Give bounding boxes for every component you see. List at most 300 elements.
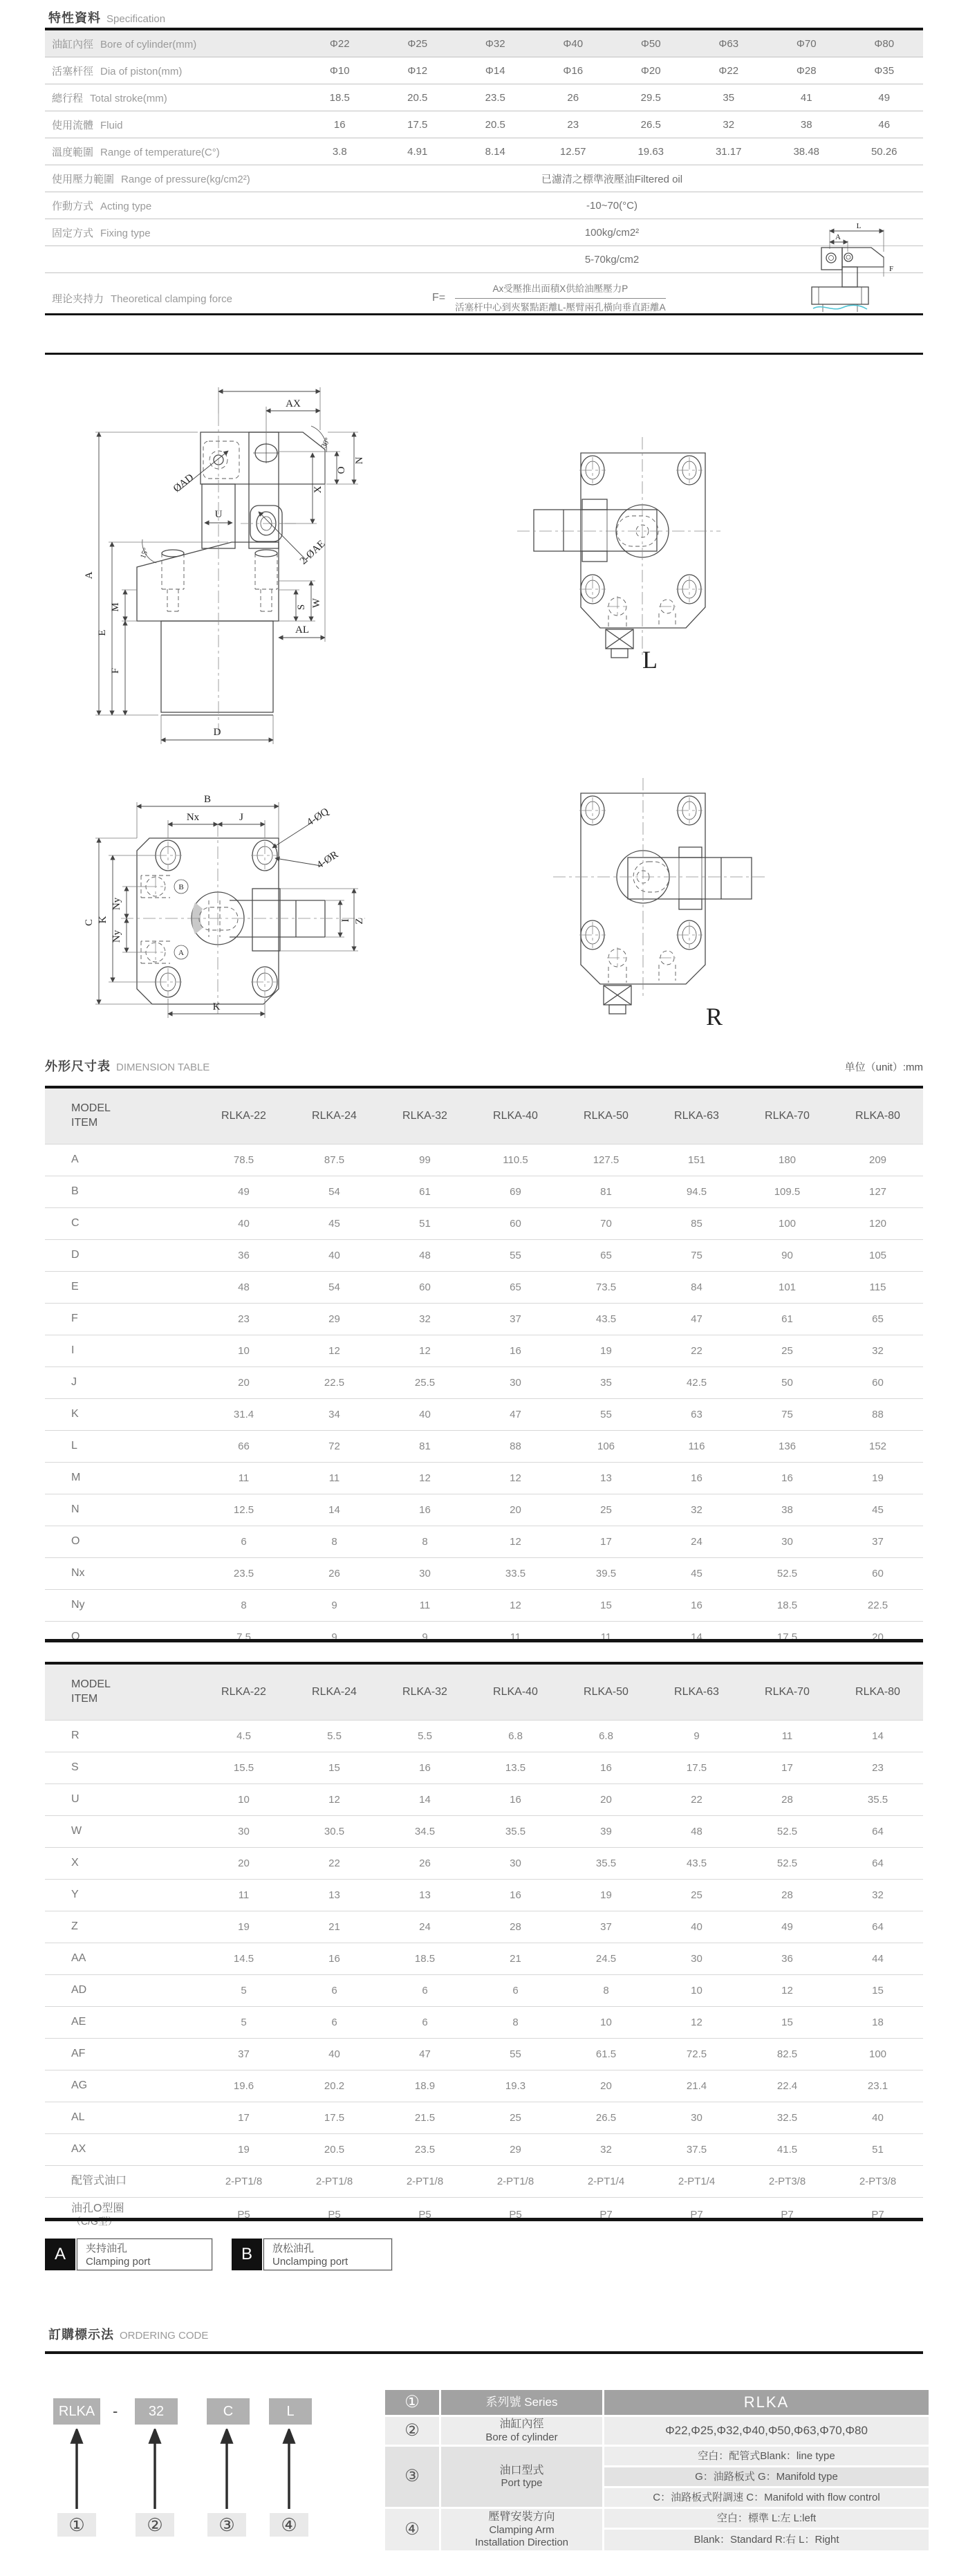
spec-value: Φ50 — [640, 37, 661, 50]
dim-value-cell: 30 — [510, 1377, 521, 1389]
model-column-header: RLKA-63 — [674, 1110, 719, 1122]
dim-value-cell: 78.5 — [233, 1154, 254, 1166]
dim-value-cell: P5 — [328, 2209, 341, 2221]
dim-value-cell: 17.5 — [686, 1762, 707, 1774]
ordering-row1-label: 系列號 Series — [441, 2390, 602, 2415]
dim-item-label: S — [71, 1761, 79, 1774]
spec-title-zh: 特性資料 — [48, 11, 101, 25]
spec-row-label: 理论夹持力 Theoretical clamping force — [52, 293, 232, 305]
dim-value-cell: 6 — [512, 1985, 519, 1996]
dim-table-row — [45, 2102, 923, 2133]
clamping-force-inset-drawing — [802, 221, 930, 317]
dim-value-cell: 52.5 — [776, 1826, 798, 1837]
spec-row — [45, 246, 923, 273]
dim-item-label: 配管式油口 — [71, 2175, 127, 2187]
spec-row-label — [45, 253, 301, 266]
dim-value-cell: 94.5 — [686, 1186, 707, 1198]
dim-table-row — [45, 1943, 923, 1974]
dim-value-cell: 8 — [603, 1985, 609, 1996]
dim-value-cell: 82.5 — [776, 2048, 798, 2060]
legend-A-zh: 夹持油孔 — [86, 2243, 128, 2254]
code-part-direction: L — [269, 2398, 312, 2425]
dim-value-cell: 40 — [328, 2048, 340, 2060]
spec-value: Φ25 — [407, 37, 428, 50]
dim-value-cell: 61.5 — [595, 2048, 617, 2060]
view-label-R: R — [705, 1003, 723, 1030]
dim-value-cell: 20 — [238, 1857, 250, 1869]
clamping-force-formula: F= $\frac{\text{Ax受壓推出面積X供給油壓壓力P}}{\text{活塞杆中心到夾緊點距離L-壓臂兩孔橫向垂直距離A}}$ — [432, 273, 666, 323]
dim-value-cell: 21 — [328, 1921, 340, 1933]
dim-W: W — [311, 597, 322, 609]
ordering-section-title — [48, 2325, 208, 2343]
dim-value-cell: 60 — [419, 1281, 431, 1293]
dim-value-cell: 151 — [687, 1154, 706, 1166]
dim-value-cell: 8 — [512, 2017, 519, 2028]
dim-value-cell: 16 — [691, 1472, 702, 1484]
model-item-header: MODEL ITEM — [71, 1678, 111, 1705]
dim-value-cell: 22 — [691, 1794, 702, 1806]
dim-table-row — [45, 1366, 923, 1398]
dim-value-cell: 45 — [872, 1504, 884, 1516]
spec-title-en: Specification — [106, 13, 166, 25]
dim-title-en: DIMENSION TABLE — [116, 1062, 210, 1073]
dim-value-cell: 9 — [331, 1600, 337, 1611]
dim-value-cell: 11 — [781, 1730, 793, 1742]
dim-item-label: AD — [71, 1984, 87, 1996]
dim-value-cell: 30 — [510, 1857, 521, 1869]
dim-value-cell: 16 — [419, 1504, 431, 1516]
inset-dim-A: A — [835, 233, 841, 241]
dim-table-row — [45, 1430, 923, 1462]
dim-value-cell: 13.5 — [505, 1762, 526, 1774]
dim-value-cell: 64 — [872, 1921, 884, 1933]
dim-value-cell: 6.8 — [508, 1730, 523, 1742]
dim-value-cell: 23.5 — [414, 2144, 436, 2156]
dim-value-cell: 47 — [510, 1409, 521, 1420]
dimension-table-2 — [45, 1662, 923, 2232]
dim-value-cell: 36 — [781, 1953, 793, 1965]
dim-value-cell: 9 — [331, 1631, 337, 1643]
dim-value-cell: 18.9 — [414, 2080, 436, 2092]
dim-Nx: Nx — [186, 812, 200, 823]
dim-value-cell: 35.5 — [867, 1794, 888, 1806]
dim-table-row — [45, 1398, 923, 1430]
bottom-view-drawing — [84, 794, 365, 1018]
spec-value: Φ40 — [563, 37, 584, 50]
dim-15deg: 15° — [138, 546, 151, 560]
ordering-arrows — [52, 2429, 328, 2510]
dim-value-cell: 20 — [872, 1631, 884, 1643]
dim-value-cell: 20.5 — [324, 2144, 345, 2156]
model-column-header: RLKA-70 — [765, 1686, 810, 1698]
ordering-row2-label: 油缸內徑 Bore of cylinder — [441, 2417, 602, 2445]
legend-B-zh: 放松油孔 — [272, 2243, 315, 2254]
ordering-direction-option-left: 空白：標準 L:左 L:left — [604, 2509, 929, 2528]
dim-value-cell: 11 — [238, 1889, 250, 1901]
dim-value-cell: 49 — [781, 1921, 793, 1933]
ordering-row2-num: ② — [385, 2417, 439, 2445]
dim-table-row — [45, 1911, 923, 1943]
port-A-mark: A — [178, 949, 184, 957]
dim-value-cell: 16 — [510, 1794, 521, 1806]
table1-bottom-rule — [45, 1639, 923, 1642]
dim-value-cell: 44 — [872, 1953, 884, 1965]
dim-value-cell: 25 — [781, 1345, 793, 1357]
dim-value-cell: 12 — [691, 2017, 702, 2028]
dim-value-cell: 34.5 — [414, 1826, 436, 1837]
dim-value-cell: 32 — [872, 1889, 884, 1901]
spec-value: 8.14 — [485, 145, 505, 158]
dim-value-cell: 10 — [238, 1345, 250, 1357]
dim-value-cell: 75 — [691, 1250, 702, 1261]
dim-value-cell: 120 — [868, 1218, 887, 1230]
dim-value-cell: 54 — [328, 1186, 340, 1198]
dim-table-row — [45, 1752, 923, 1783]
dim-table-row — [45, 1526, 923, 1557]
spec-row-label: 作動方式 Acting type — [52, 200, 152, 212]
dim-value-cell: 17 — [600, 1536, 612, 1548]
spec-value: 41 — [800, 91, 812, 104]
dim-value-cell: 14 — [872, 1730, 884, 1742]
spec-value: 23.5 — [485, 91, 505, 104]
dim-value-cell: 20 — [238, 1377, 250, 1389]
spec-row — [45, 165, 923, 192]
dim-value-cell: 5 — [241, 2017, 247, 2028]
dim-value-cell: 8 — [331, 1536, 337, 1548]
dim-value-cell: 25 — [510, 2112, 521, 2124]
dim-value-cell: 20 — [600, 1794, 612, 1806]
dim-value-cell: 7.5 — [236, 1631, 251, 1643]
dim-I: I — [340, 918, 351, 923]
dim-value-cell: 209 — [868, 1154, 887, 1166]
spec-value: Φ16 — [563, 64, 584, 77]
spec-row — [45, 57, 923, 84]
ordering-title-zh: 訂購標示法 — [48, 2328, 114, 2342]
port-B-mark: B — [178, 883, 184, 891]
bolt-holes-bottom — [154, 840, 279, 997]
dim-A: A — [84, 571, 95, 580]
dim-value-cell: 72.5 — [686, 2048, 707, 2060]
dim-value-cell: 48 — [419, 1250, 431, 1261]
ordering-row4-label: 壓臂安裝方向 Clamping Arm Installation Direction — [441, 2509, 602, 2550]
dim-value-cell: 84 — [691, 1281, 702, 1293]
dim-table-row — [45, 1974, 923, 2006]
dim-value-cell: 52.5 — [776, 1857, 798, 1869]
ordering-direction-option-right: Blank：Standard R:右 L：Right — [604, 2530, 929, 2550]
dim-value-cell: 65 — [600, 1250, 612, 1261]
dim-value-cell: 14 — [328, 1504, 340, 1516]
dim-value-cell: 30 — [781, 1536, 793, 1548]
dim-value-cell: 19 — [872, 1472, 884, 1484]
dim-value-cell: 25.5 — [414, 1377, 436, 1389]
spec-value: Φ14 — [485, 64, 505, 77]
dim-value-cell: 105 — [868, 1250, 887, 1261]
dim-item-label: Z — [71, 1920, 78, 1933]
dim-value-cell: 48 — [238, 1281, 250, 1293]
dim-value-cell: 61 — [781, 1313, 793, 1325]
dim-table-row — [45, 1847, 923, 1879]
dim-value-cell: 100 — [778, 1218, 797, 1230]
dim-value-cell: 15 — [600, 1600, 612, 1611]
dim-item-label: U — [71, 1793, 80, 1806]
dim-value-cell: 16 — [419, 1762, 431, 1774]
dim-value-cell: 21.4 — [686, 2080, 707, 2092]
dim-table-row — [45, 1783, 923, 1815]
dim-value-cell: 5 — [241, 1985, 247, 1996]
model-column-header: RLKA-70 — [765, 1110, 810, 1122]
dim-value-cell: 24.5 — [595, 1953, 617, 1965]
dim-value-cell: 66 — [238, 1440, 250, 1452]
dim-Ny-upper: Ny — [111, 897, 122, 911]
dim-item-label: M — [71, 1472, 81, 1484]
dim-item-label: B — [71, 1185, 79, 1198]
dim-value-cell: 32 — [419, 1313, 431, 1325]
spec-value: 17.5 — [407, 118, 428, 131]
dim-value-cell: 32 — [691, 1504, 702, 1516]
dim-value-cell: 16 — [328, 1953, 340, 1965]
ordering-title-en: ORDERING CODE — [120, 2330, 209, 2342]
dim-value-cell: 5.5 — [418, 1730, 432, 1742]
dim-table-row — [45, 2070, 923, 2102]
dim-value-cell: 14.5 — [233, 1953, 254, 1965]
dim-value-cell: 47 — [419, 2048, 431, 2060]
model-column-header: RLKA-22 — [221, 1686, 266, 1698]
spec-value: Φ22 — [329, 37, 350, 50]
dim-value-cell: 55 — [510, 1250, 521, 1261]
dim-value-cell: 115 — [869, 1281, 886, 1293]
dim-table-row — [45, 1815, 923, 1847]
dim-item-label: AX — [71, 2143, 86, 2156]
spec-row — [45, 30, 923, 57]
dim-value-cell: 35 — [600, 1377, 612, 1389]
dim-U: U — [214, 509, 223, 520]
dim-value-cell: 18.5 — [776, 1600, 798, 1611]
spec-table — [45, 28, 923, 323]
dim-value-cell: 14 — [691, 1631, 702, 1643]
dim-value-cell: 19.3 — [505, 2080, 526, 2092]
inset-dim-L: L — [856, 222, 862, 230]
dim-table-row — [45, 2038, 923, 2070]
dim-value-cell: 6 — [241, 1536, 247, 1548]
code-dash: - — [113, 2402, 118, 2420]
dim-value-cell: 35.5 — [595, 1857, 617, 1869]
spec-value: Φ28 — [796, 64, 817, 77]
dim-value-cell: 2-PT1/8 — [496, 2176, 534, 2187]
spec-table-bottom-rule — [45, 313, 923, 315]
dim-value-cell: 25 — [600, 1504, 612, 1516]
dim-value-cell: 43.5 — [595, 1313, 617, 1325]
front-view-drawing — [84, 387, 365, 744]
spec-row-label: 活塞杆徑 Dia of piston(mm) — [52, 65, 183, 77]
dim-value-cell: 51 — [872, 2144, 884, 2156]
spec-value: Φ63 — [718, 37, 739, 50]
spec-value: 4.91 — [407, 145, 428, 158]
dim-value-cell: 6 — [331, 2017, 337, 2028]
ordering-port-option-blank: 空白：配管式Blank：line type — [604, 2447, 929, 2465]
spec-row — [45, 273, 923, 323]
dim-value-cell: 6.8 — [599, 1730, 613, 1742]
unit-label: 单位（unit）:mm — [844, 1062, 923, 1073]
dim-value-cell: 12 — [419, 1345, 431, 1357]
dim-value-cell: 22.5 — [867, 1600, 888, 1611]
dim-item-label: X — [71, 1857, 79, 1869]
ordering-port-option-C: C：油路板式附調速 C：Manifold with flow control — [604, 2488, 929, 2507]
spec-value: 29.5 — [640, 91, 661, 104]
ordering-row1-num: ① — [385, 2390, 439, 2415]
dim-value-cell: 2-PT1/8 — [315, 2176, 353, 2187]
spec-value: 23 — [567, 118, 579, 131]
spec-row-label: 溫度範圍 Range of temperature(C°) — [52, 146, 220, 158]
dim-table-row — [45, 2197, 923, 2232]
ordering-row2-value: Φ22,Φ25,Φ32,Φ40,Φ50,Φ63,Φ70,Φ80 — [604, 2417, 929, 2445]
code-num-2: ② — [136, 2513, 174, 2537]
dim-Z: Z — [354, 918, 365, 925]
left-installation-view — [517, 437, 720, 674]
dim-title-zh: 外形尺寸表 — [45, 1059, 111, 1073]
dim-value-cell: 2-PT1/8 — [406, 2176, 444, 2187]
dim-S: S — [296, 604, 307, 611]
legend-A-en: Clamping port — [86, 2255, 151, 2268]
dim-item-label: N — [71, 1503, 80, 1516]
dim-4OQ: 4-ØQ — [305, 806, 331, 828]
dim-value-cell: 16 — [510, 1345, 521, 1357]
dim-value-cell: 69 — [510, 1186, 521, 1198]
dim-value-cell: 40 — [328, 1250, 340, 1261]
dim-value-cell: 11 — [238, 1472, 250, 1484]
dim-value-cell: 15.5 — [233, 1762, 254, 1774]
dim-value-cell: 6 — [422, 2017, 428, 2028]
spec-value: Φ80 — [874, 37, 895, 50]
model-column-header: RLKA-50 — [584, 1110, 629, 1122]
dim-value-cell: 13 — [600, 1472, 612, 1484]
legend-B-en: Unclamping port — [272, 2255, 348, 2268]
dim-value-cell: 60 — [510, 1218, 521, 1230]
dim-value-cell: 36 — [238, 1250, 250, 1261]
dim-item-label: K — [71, 1408, 79, 1420]
dim-value-cell: 51 — [419, 1218, 431, 1230]
dim-value-cell: 37 — [600, 1921, 612, 1933]
dim-value-cell: 87.5 — [324, 1154, 345, 1166]
dim-O: O — [336, 466, 347, 474]
dim-value-cell: 21 — [510, 1953, 521, 1965]
dim-value-cell: 24 — [419, 1921, 431, 1933]
dim-value-cell: 12 — [510, 1600, 521, 1611]
dim-value-cell: 54 — [328, 1281, 340, 1293]
water-wave-line — [813, 305, 867, 309]
dim-value-cell: 26 — [419, 1857, 431, 1869]
dim-item-label: Q — [71, 1631, 80, 1643]
dim-value-cell: 20.2 — [324, 2080, 345, 2092]
dim-value-cell: 42.5 — [686, 1377, 707, 1389]
dim-B: B — [203, 794, 212, 805]
dim-value-cell: 21.5 — [414, 2112, 436, 2124]
dim-item-label: R — [71, 1730, 80, 1742]
dim-value-cell: 41.5 — [776, 2144, 798, 2156]
legend-B-key: B — [232, 2239, 262, 2270]
dim-value-cell: 29 — [510, 2144, 521, 2156]
dim-table-header — [45, 1088, 923, 1144]
code-num-4: ④ — [270, 2513, 308, 2537]
dim-value-cell: 29 — [328, 1313, 340, 1325]
model-column-header: RLKA-50 — [584, 1686, 629, 1698]
model-column-header: RLKA-40 — [493, 1686, 538, 1698]
dim-value-cell: 37.5 — [686, 2144, 707, 2156]
spec-value: Φ12 — [407, 64, 428, 77]
dim-value-cell: 39 — [600, 1826, 612, 1837]
spec-value: 46 — [878, 118, 891, 131]
dim-value-cell: 20 — [510, 1504, 521, 1516]
spec-value: 20.5 — [485, 118, 505, 131]
dim-value-cell: 19 — [238, 2144, 250, 2156]
dim-value-cell: 12 — [510, 1536, 521, 1548]
dim-value-cell: 16 — [600, 1762, 612, 1774]
dim-value-cell: 11 — [510, 1631, 521, 1643]
bolt-holes-R — [579, 796, 702, 949]
dim-value-cell: 26.5 — [595, 2112, 617, 2124]
spec-merged-value: 100kg/cm2² — [584, 226, 640, 239]
dim-value-cell: 48 — [691, 1826, 702, 1837]
dim-value-cell: 100 — [868, 2048, 887, 2060]
dim-value-cell: 4.5 — [236, 1730, 251, 1742]
dim-table-row — [45, 1207, 923, 1239]
dim-value-cell: 40 — [872, 2112, 884, 2124]
legend-A-box — [77, 2239, 212, 2270]
ordering-code-table — [385, 2390, 927, 2550]
dim-item-label: AG — [71, 2079, 88, 2092]
dim-value-cell: P7 — [781, 2209, 794, 2221]
dim-value-cell: 19 — [600, 1889, 612, 1901]
dim-value-cell: 88 — [510, 1440, 521, 1452]
dim-value-cell: 17.5 — [324, 2112, 345, 2124]
dim-value-cell: 49 — [238, 1186, 250, 1198]
dim-item-label: AA — [71, 1952, 86, 1965]
dim-item-label: AF — [71, 2048, 86, 2060]
dim-value-cell: 12 — [510, 1472, 521, 1484]
spec-value: Φ20 — [640, 64, 661, 77]
dim-item-label: Y — [71, 1889, 79, 1901]
dim-table-row — [45, 2165, 923, 2197]
dim-J: J — [239, 812, 243, 823]
dim-value-cell: 2-PT3/8 — [768, 2176, 806, 2187]
dim-value-cell: 55 — [600, 1409, 612, 1420]
dim-value-cell: 19 — [238, 1921, 250, 1933]
dim-value-cell: 24 — [691, 1536, 702, 1548]
dim-value-cell: 12 — [419, 1472, 431, 1484]
dim-table-row — [45, 1494, 923, 1526]
model-column-header: RLKA-80 — [855, 1110, 900, 1122]
dim-value-cell: 43.5 — [686, 1857, 707, 1869]
dim-value-cell: 6 — [422, 1985, 428, 1996]
dim-value-cell: 5.5 — [327, 1730, 342, 1742]
spec-value: 50.26 — [871, 145, 897, 158]
dim-value-cell: 9 — [422, 1631, 428, 1643]
spec-row-label: 總行程 Total stroke(mm) — [52, 92, 167, 104]
ordering-port-option-G: G：油路板式 G：Manifold type — [604, 2467, 929, 2486]
dim-value-cell: 32 — [872, 1345, 884, 1357]
dim-value-cell: 17 — [238, 2112, 250, 2124]
dim-table-row — [45, 1335, 923, 1366]
spec-row — [45, 138, 923, 165]
dim-value-cell: 75 — [781, 1409, 793, 1420]
dim-table-row — [45, 1720, 923, 1752]
dim-value-cell: 39.5 — [595, 1568, 617, 1579]
dim-table-row — [45, 2006, 923, 2038]
dim-item-label: AE — [71, 2016, 86, 2028]
spec-value: 26.5 — [640, 118, 661, 131]
dim-table-row — [45, 1879, 923, 1911]
dim-value-cell: 25 — [691, 1889, 702, 1901]
dim-item-label: C — [71, 1217, 80, 1230]
